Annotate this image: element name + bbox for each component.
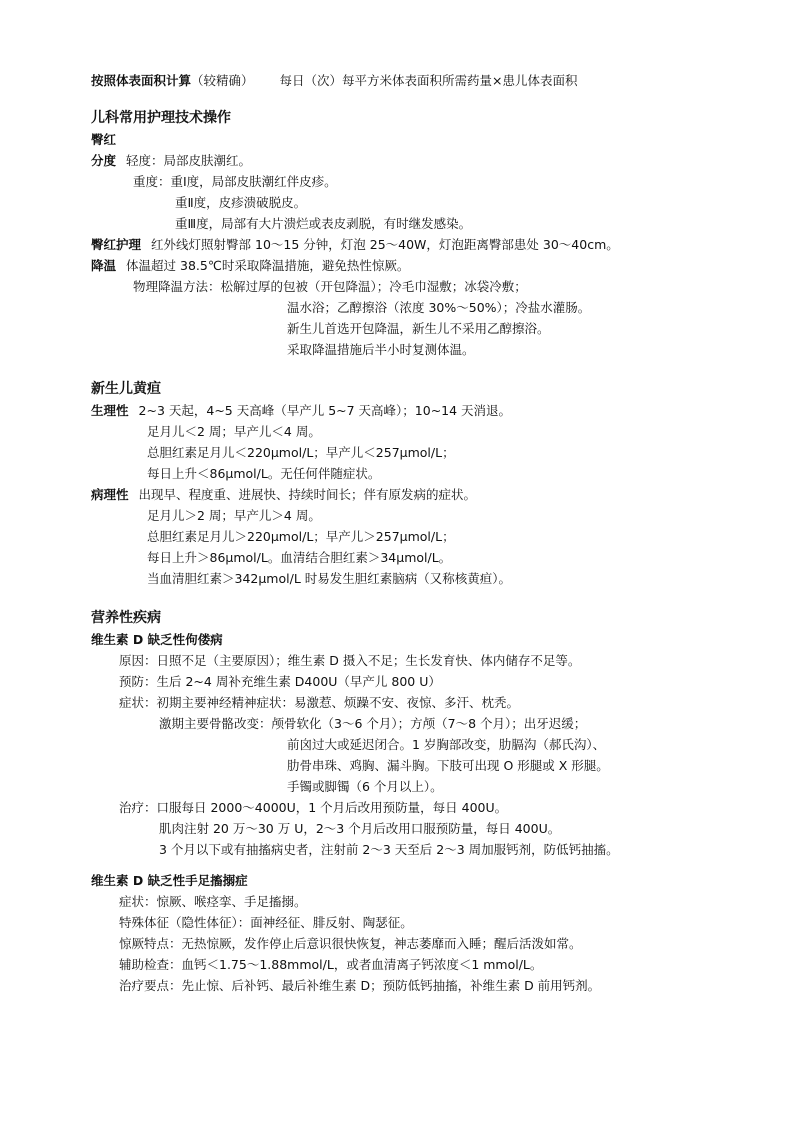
rickets-symptom-active: 激期主要骨骼改变：颅骨软化（3～6 个月）；方颅（7～8 个月）；出牙迟缓； — [159, 716, 587, 731]
grade-severe-2: 重Ⅱ度，皮疹溃破脱皮。 — [175, 195, 307, 210]
physiological-4: 每日上升＜86μmol/L。无任何伴随症状。 — [147, 466, 381, 481]
rickets-treatment-oral: 治疗：口服每日 2000～4000U，1 个月后改用预防量，每日 400U。 — [119, 800, 508, 815]
nutrition-title: 营养性疾病 — [91, 610, 161, 626]
tetany-sign: 特殊体征（隐性体征）：面神经征、腓反射、陶瑟征。 — [119, 915, 413, 930]
physiological-2: 足月儿＜2 周；早产儿＜4 周。 — [147, 424, 321, 439]
pathological-1: 出现早、程度重、进展快、持续时间长；伴有原发病的症状。 — [138, 487, 477, 502]
rickets-symptom-early: 症状：初期主要神经精神症状：易激惹、烦躁不安、夜惊、多汗、枕秃。 — [119, 695, 520, 710]
pathological-label: 病理性 — [91, 487, 129, 502]
tetany-exam: 辅助检查：血钙＜1.75～1.88mmol/L，或者血清离子钙浓度＜1 mmol/L。 — [119, 957, 543, 972]
physiological-label: 生理性 — [91, 403, 129, 418]
formula-label-note: （较精确） — [191, 73, 254, 88]
pathological-line-1 — [91, 484, 771, 505]
cooling-method-4: 采取降温措施后半小时复测体温。 — [287, 342, 475, 357]
formula-line — [91, 70, 771, 91]
diaper-care-line — [91, 234, 771, 255]
tetany-symptom: 症状：惊厥、喉痉挛、手足搐搦。 — [119, 894, 307, 909]
grade-mild: 轻度：局部皮肤潮红。 — [126, 153, 252, 168]
rickets-title: 维生素 D 缺乏性佝偻病 — [91, 632, 223, 647]
cooling-intro: 体温超过 38.5℃时采取降温措施，避免热性惊厥。 — [126, 258, 410, 273]
diaper-care-text: 红外线灯照射臀部 10～15 分钟，灯泡 25～40W，灯泡距离臀部患处 30～40cm。 — [151, 237, 619, 252]
pathological-2: 足月儿＞2 周；早产儿＞4 周。 — [147, 508, 321, 523]
rickets-prevention: 预防：生后 2~4 周补充维生素 D400U（早产儿 800 U） — [119, 674, 441, 689]
formula-text: 每日（次）每平方米体表面积所需药量×患儿体表面积 — [279, 73, 578, 88]
physiological-3: 总胆红素足月儿＜220μmol/L；早产儿＜257μmol/L； — [147, 445, 455, 460]
tetany-convulsion: 惊厥特点：无热惊厥，发作停止后意识很快恢复，神志萎靡而入睡；醒后活泼如常。 — [119, 936, 582, 951]
diaper-care-label: 臀红护理 — [91, 237, 142, 252]
document-page — [91, 70, 771, 996]
grade-severe-3: 重Ⅲ度，局部有大片溃烂或表皮剥脱，有时继发感染。 — [175, 216, 472, 231]
rickets-symptom-bracelet: 手镯或脚镯（6 个月以上）。 — [287, 779, 443, 794]
rickets-symptom-ribs: 肋骨串珠、鸡胸、漏斗胸。下肢可出现 O 形腿或 X 形腿。 — [287, 758, 609, 773]
physiological-1: 2~3 天起，4~5 天高峰（早产儿 5~7 天高峰）；10~14 天消退。 — [138, 403, 512, 418]
cooling-method-2: 温水浴；乙醇擦浴（浓度 30%～50%）；冷盐水灌肠。 — [287, 300, 591, 315]
jaundice-title: 新生儿黄疸 — [91, 381, 161, 397]
grade-line-1 — [91, 150, 771, 171]
grade-label: 分度 — [91, 153, 117, 168]
physiological-line-1 — [91, 400, 771, 421]
tetany-treatment: 治疗要点：先止惊、后补钙、最后补维生素 D；预防低钙抽搐，补维生素 D 前用钙剂。 — [119, 978, 601, 993]
rickets-cause: 原因：日照不足（主要原因）；维生素 D 摄入不足；生长发育快、体内储存不足等。 — [119, 653, 581, 668]
rickets-treatment-injection: 肌肉注射 20 万～30 万 U，2～3 个月后改用口服预防量，每日 400U。 — [159, 821, 561, 836]
rickets-treatment-calcium: 3 个月以下或有抽搐病史者，注射前 2～3 天至后 2～3 周加服钙剂，防低钙抽搐。 — [159, 842, 619, 857]
cooling-method-3: 新生儿首选开包降温，新生儿不采用乙醇擦浴。 — [287, 321, 550, 336]
cooling-line — [91, 255, 771, 276]
grade-severe: 重度：重Ⅰ度，局部皮肤潮红伴皮疹。 — [133, 174, 337, 189]
diaper-rash-title: 臀红 — [91, 132, 117, 147]
nursing-title: 儿科常用护理技术操作 — [91, 110, 231, 126]
tetany-title: 维生素 D 缺乏性手足搐搦症 — [91, 873, 248, 888]
rickets-symptom-fontanel: 前囟过大或延迟闭合。1 岁胸部改变，肋膈沟（郝氏沟）、 — [287, 737, 606, 752]
cooling-label: 降温 — [91, 258, 117, 273]
pathological-5: 当血清胆红素＞342μmol/L 时易发生胆红素脑病（又称核黄疸）。 — [147, 571, 512, 586]
pathological-4: 每日上升＞86μmol/L。血清结合胆红素＞34μmol/L。 — [147, 550, 452, 565]
cooling-method-1: 物理降温方法：松解过厚的包被（开包降温）；冷毛巾湿敷；冰袋冷敷； — [133, 279, 527, 294]
pathological-3: 总胆红素足月儿＞220μmol/L；早产儿＞257μmol/L； — [147, 529, 455, 544]
formula-label: 按照体表面积计算 — [91, 73, 192, 88]
